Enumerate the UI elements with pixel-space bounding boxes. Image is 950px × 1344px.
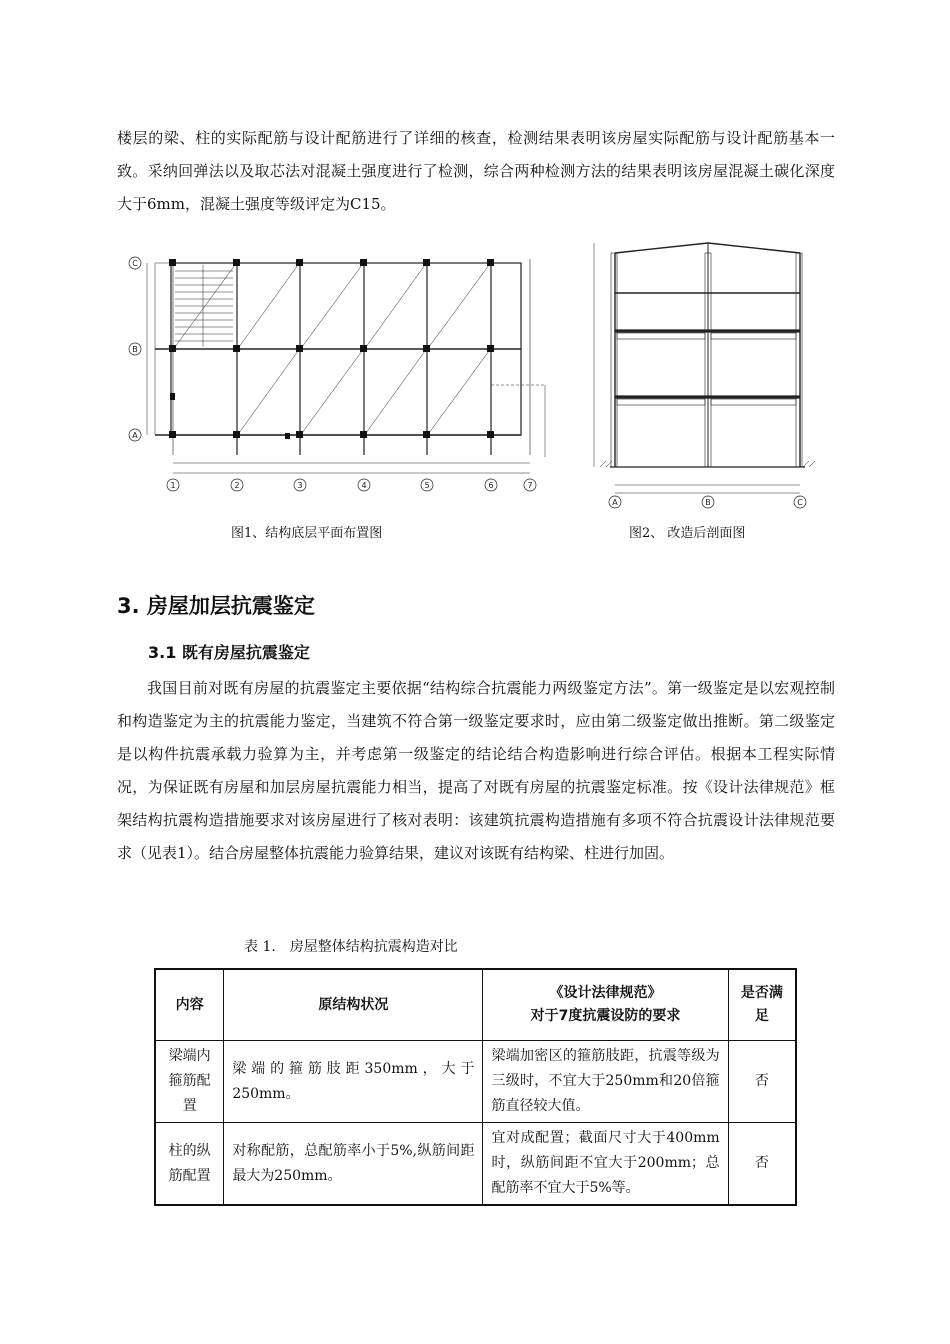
col-axis-6: 6 bbox=[488, 481, 494, 490]
header-requirement-line2: 对于7度抗震设防的要求 bbox=[530, 1008, 681, 1024]
header-original: 原结构状况 bbox=[224, 969, 483, 1041]
table-caption: 表 1. 房屋整体结构抗震构造对比 bbox=[244, 939, 458, 955]
section-figure bbox=[560, 235, 820, 510]
body-paragraph: 我国目前对既有房屋的抗震鉴定主要依据“结构综合抗震能力两级鉴定方法”。第一级鉴定是以宏观控制和构造鉴定为主的抗震能力鉴定，当建筑不符合第一级鉴定要求时，应由第二级鉴定做出推断。第二级鉴定是以构件抗震承载力验算为主，并考虑第一级鉴定的结论结合构造影响进行综合评估。根据本工程实际情况，为保证既有房屋和加层房屋抗震能力相当，提高了对既有房屋的抗震鉴定标准。按《设计法律规范》框架结构抗震构造措施要求对该房屋进行了核对表明：该建筑抗震构造措施有多项不符合抗震设计法律规范要求（见表1）。结合房屋整体抗震能力验算结果，建议对该既有结构梁、柱进行加固。 bbox=[117, 679, 835, 862]
floor-plan-figure bbox=[125, 245, 555, 495]
col-axis-4: 4 bbox=[361, 481, 367, 490]
header-requirement bbox=[483, 969, 728, 1041]
row2-item: 柱的纵筋配置 bbox=[155, 1123, 224, 1206]
header-requirement-line1: 《设计法律规范》 bbox=[549, 985, 662, 1001]
table-row bbox=[155, 1041, 796, 1123]
section-axis-c: C bbox=[797, 498, 803, 507]
row1-original: 梁端的箍筋肢距350mm，大于250mm。 bbox=[224, 1041, 483, 1123]
comparison-table bbox=[154, 968, 797, 1206]
row1-ok: 否 bbox=[728, 1041, 796, 1123]
row2-ok: 否 bbox=[728, 1123, 796, 1206]
row2-original: 对称配筋，总配筋率小于5%,纵筋间距最大为250mm。 bbox=[224, 1123, 483, 1206]
row-axis-c: C bbox=[132, 259, 138, 268]
intro-paragraph: 楼层的梁、柱的实际配筋与设计配筋进行了详细的核查，检测结果表明该房屋实际配筋与设计配筋基本一致。采纳回弹法以及取芯法对混凝土强度进行了检测，综合两种检测方法的结果表明该房屋混凝土碳化深度大于6mm，混凝土强度等级评定为C15。 bbox=[117, 129, 835, 213]
row2-requirement: 宜对成配置；截面尺寸大于400mm时，纵筋间距不宜大于200mm；总配筋率不宜大于5%等。 bbox=[483, 1123, 728, 1206]
col-axis-7: 7 bbox=[527, 481, 533, 490]
table-header-row bbox=[155, 969, 796, 1041]
subsection-heading: 3.1 既有房屋抗震鉴定 bbox=[148, 643, 310, 662]
col-axis-1: 1 bbox=[170, 481, 176, 490]
row-axis-b: B bbox=[132, 345, 138, 354]
section-axis-b: B bbox=[705, 498, 711, 507]
col-axis-5: 5 bbox=[424, 481, 430, 490]
col-axis-2: 2 bbox=[234, 481, 240, 490]
row-axis-a: A bbox=[132, 431, 138, 440]
row1-requirement: 梁端加密区的箍筋肢距，抗震等级为三级时，不宜大于250mm和20倍箍筋直径较大值。 bbox=[483, 1041, 728, 1123]
section-heading: 3. 房屋加层抗震鉴定 bbox=[117, 594, 315, 618]
section-axis-a: A bbox=[612, 498, 618, 507]
header-item: 内容 bbox=[155, 969, 224, 1041]
row1-item: 梁端内箍筋配置 bbox=[155, 1041, 224, 1123]
figure1-caption: 图1、结构底层平面布置图 bbox=[231, 526, 383, 541]
figure2-caption: 图2、 改造后剖面图 bbox=[629, 526, 746, 541]
table-row bbox=[155, 1123, 796, 1206]
col-axis-3: 3 bbox=[297, 481, 303, 490]
header-ok: 是否满足 bbox=[728, 969, 796, 1041]
